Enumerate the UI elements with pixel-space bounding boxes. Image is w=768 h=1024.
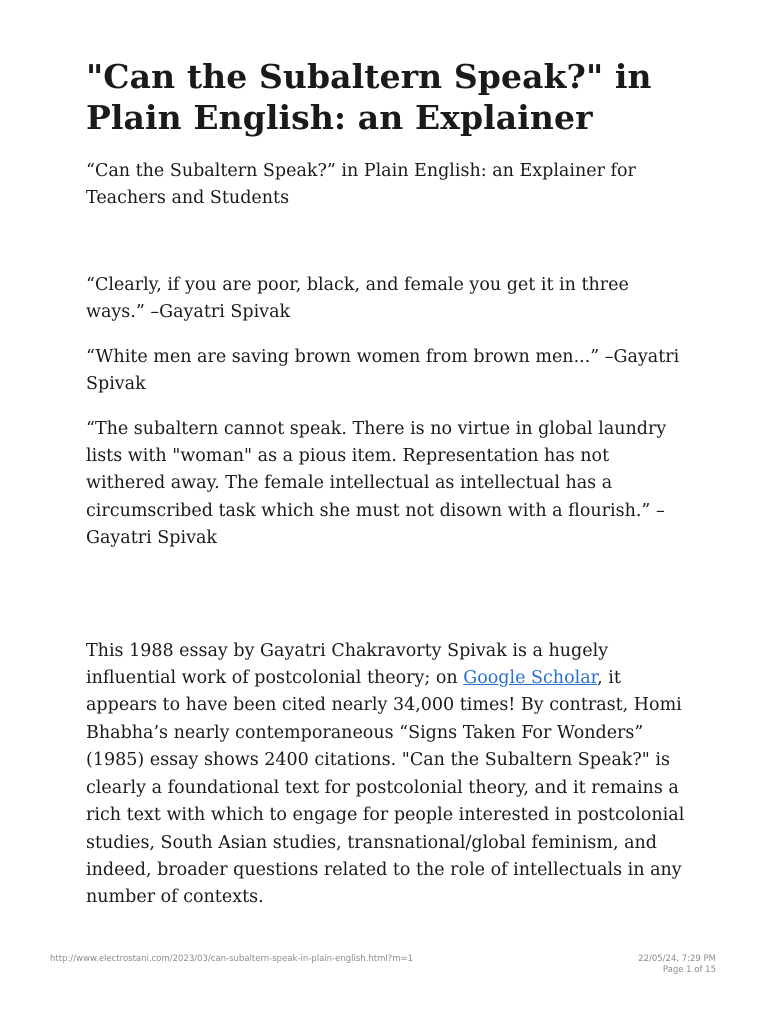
article-subtitle: “Can the Subaltern Speak?” in Plain English: an Explainer for Teachers and Students (86, 161, 636, 208)
quote-paragraph: “White men are saving brown women from brown men...” –Gayatri Spivak (86, 346, 680, 395)
google-scholar-link[interactable]: Google Scholar (463, 668, 598, 689)
quote-paragraph: “Clearly, if you are poor, black, and female you get it in three ways.” –Gayatri Spivak (86, 275, 629, 323)
intro-text-end: , it appears to have been cited nearly 34,000 times! By contrast, Homi Bhabha’s nearly contemporaneous “Signs Taken For Wonders” (1985) essay shows 2400 citations. "Can the Subaltern Speak?" is clearly a foundational text for postcolonial theory, and it remains a rich text with which to engage for people interested in postcolonial studies, South Asian studies, transnational/global feminism, and indeed, broader questions related to the role of intellectuals in any number of contexts. (86, 668, 685, 908)
footer-page-number: Page 1 of 15 (662, 965, 716, 975)
intro-text-start: This 1988 essay by Gayatri Chakravorty Spivak is a hugely influential work of postcolonial theory; on (86, 640, 609, 689)
article-content (86, 56, 686, 912)
footer-meta (638, 954, 716, 976)
article-title: "Can the Subaltern Speak?" in Plain English: an Explainer (86, 57, 652, 137)
footer-datetime: 22/05/24, 7:29 PM (638, 954, 716, 964)
intro-paragraph (86, 638, 686, 912)
quote-paragraph: “The subaltern cannot speak. There is no virtue in global laundry lists with "woman" as a pious item. Representation has not withered away. The female intellectual as intellectual has a circumscribed task which she must not disown with a flourish.” –Gayatri Spivak (86, 418, 667, 549)
footer-url: http://www.electrostani.com/2023/03/can-subaltern-speak-in-plain-english.html?m=1 (50, 954, 414, 964)
